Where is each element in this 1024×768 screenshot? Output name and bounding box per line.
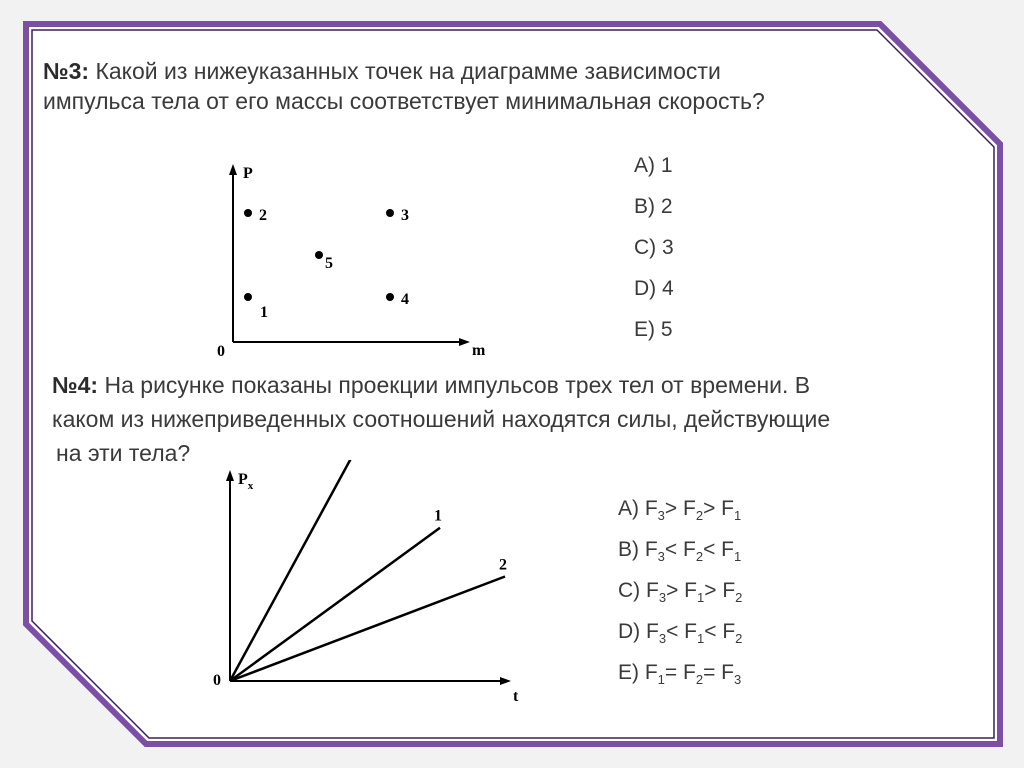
q3-question-line2: импульса тела от его массы соответствует минимальная скорость? xyxy=(43,88,765,114)
q4-answer-prefix: D) xyxy=(618,620,646,643)
q4-answer-subscript: 3 xyxy=(658,590,667,606)
q4-answer-subscript: 3 xyxy=(657,508,665,524)
q4-answer-subscript: 1 xyxy=(657,672,665,688)
q3-origin-label: 0 xyxy=(217,343,225,360)
q3-answer-option: A) 1 xyxy=(634,154,673,177)
q3-point-label-3: 3 xyxy=(401,207,409,224)
q3-point-label-4: 4 xyxy=(401,291,409,308)
q3-y-axis-label: P xyxy=(243,165,253,182)
q4-answer-subscript: 2 xyxy=(695,549,704,565)
q4-answer-text: F xyxy=(646,579,659,602)
q4-origin-label: 0 xyxy=(213,672,221,689)
q3-answer-option: C) 3 xyxy=(634,236,674,259)
q3-point-4 xyxy=(386,293,394,301)
q3-y-axis-arrow xyxy=(229,164,237,175)
q4-line1-text: На рисунке показаны проекции импульсов трех тел от времени. В xyxy=(98,372,811,398)
q4-y-axis-label: $P_x$ xyxy=(238,471,254,492)
q4-answer-subscript: 1 xyxy=(734,508,742,524)
q4-answer-text: = F xyxy=(703,661,735,684)
q3-momentum-mass-diagram xyxy=(200,150,510,365)
q4-answer-text: > F xyxy=(664,497,696,520)
q4-line-label-2: 2 xyxy=(499,556,507,574)
q4-answer-subscript: 3 xyxy=(734,672,742,688)
q4-momentum-time-graph xyxy=(200,460,540,710)
q4-question-line3: на эти тела? xyxy=(56,440,191,466)
q4-y-axis-arrow xyxy=(226,470,234,481)
q3-points-group xyxy=(244,207,409,321)
q3-number: №3: xyxy=(43,58,90,84)
q4-answer-text: F xyxy=(644,497,658,520)
q4-answer-prefix: E) xyxy=(618,661,645,684)
q4-answer-subscript: 1 xyxy=(697,590,705,606)
q4-x-axis-arrow xyxy=(500,677,511,685)
q4-answer-option xyxy=(618,661,741,687)
q4-answer-text: > F xyxy=(666,579,697,602)
q4-answer-subscript: 3 xyxy=(657,549,665,565)
q3-answer-option: D) 4 xyxy=(634,277,674,300)
q3-question-line1 xyxy=(43,56,721,86)
q4-answer-option xyxy=(618,497,741,523)
q3-point-3 xyxy=(386,209,394,217)
q4-answer-text: < F xyxy=(704,620,736,643)
q3-x-axis-label: m xyxy=(472,342,486,359)
q4-answer-text: F xyxy=(644,661,658,684)
q4-line-2 xyxy=(230,577,505,682)
q4-answer-subscript: 1 xyxy=(734,549,742,565)
q4-answer-text: < F xyxy=(703,538,735,561)
q3-point-1 xyxy=(244,293,252,301)
q4-line-1 xyxy=(230,528,440,681)
q3-answer-option: B) 2 xyxy=(634,195,673,218)
q3-x-axis-arrow xyxy=(459,338,470,346)
q4-answer-option xyxy=(618,579,742,605)
q3-point-label-1: 1 xyxy=(260,304,268,321)
q4-answer-subscript: 3 xyxy=(658,631,667,647)
q3-point-label-5: 5 xyxy=(325,255,333,272)
q3-answer-option: E) 5 xyxy=(634,318,673,341)
q4-question-line1 xyxy=(52,370,810,400)
q4-answer-subscript: 2 xyxy=(735,631,743,647)
q4-answer-option xyxy=(618,620,742,646)
q3-point-5 xyxy=(315,251,323,259)
q4-answer-text: = F xyxy=(664,661,696,684)
q4-answer-subscript: 2 xyxy=(695,672,704,688)
q4-answer-text: > F xyxy=(703,497,735,520)
q4-line-label-1: 1 xyxy=(434,507,442,525)
q4-answer-text: F xyxy=(646,620,659,643)
q4-answer-text: < F xyxy=(666,620,697,643)
q4-answer-subscript: 1 xyxy=(697,631,705,647)
q4-x-axis-label: t xyxy=(513,688,519,705)
q4-answer-text: F xyxy=(644,538,658,561)
q4-answer-prefix: A) xyxy=(618,497,645,520)
q4-question-line2: каком из нижеприведенных соотношений находятся силы, действующие xyxy=(52,406,831,432)
q4-answer-text: < F xyxy=(664,538,696,561)
q4-answer-text: > F xyxy=(704,579,736,602)
q4-lines-group xyxy=(230,460,507,681)
q3-line1-text: Какой из нижеуказанных точек на диаграмме зависимости xyxy=(89,58,721,84)
q3-point-label-2: 2 xyxy=(259,207,267,224)
q4-line-3 xyxy=(230,460,367,681)
q4-answer-subscript: 2 xyxy=(735,590,743,606)
q4-answer-prefix: B) xyxy=(618,538,645,561)
q3-point-2 xyxy=(244,209,252,217)
q4-answer-option xyxy=(618,538,741,564)
q4-answer-prefix: C) xyxy=(618,579,646,602)
q4-answer-subscript: 2 xyxy=(695,508,704,524)
q4-number: №4: xyxy=(52,372,99,398)
